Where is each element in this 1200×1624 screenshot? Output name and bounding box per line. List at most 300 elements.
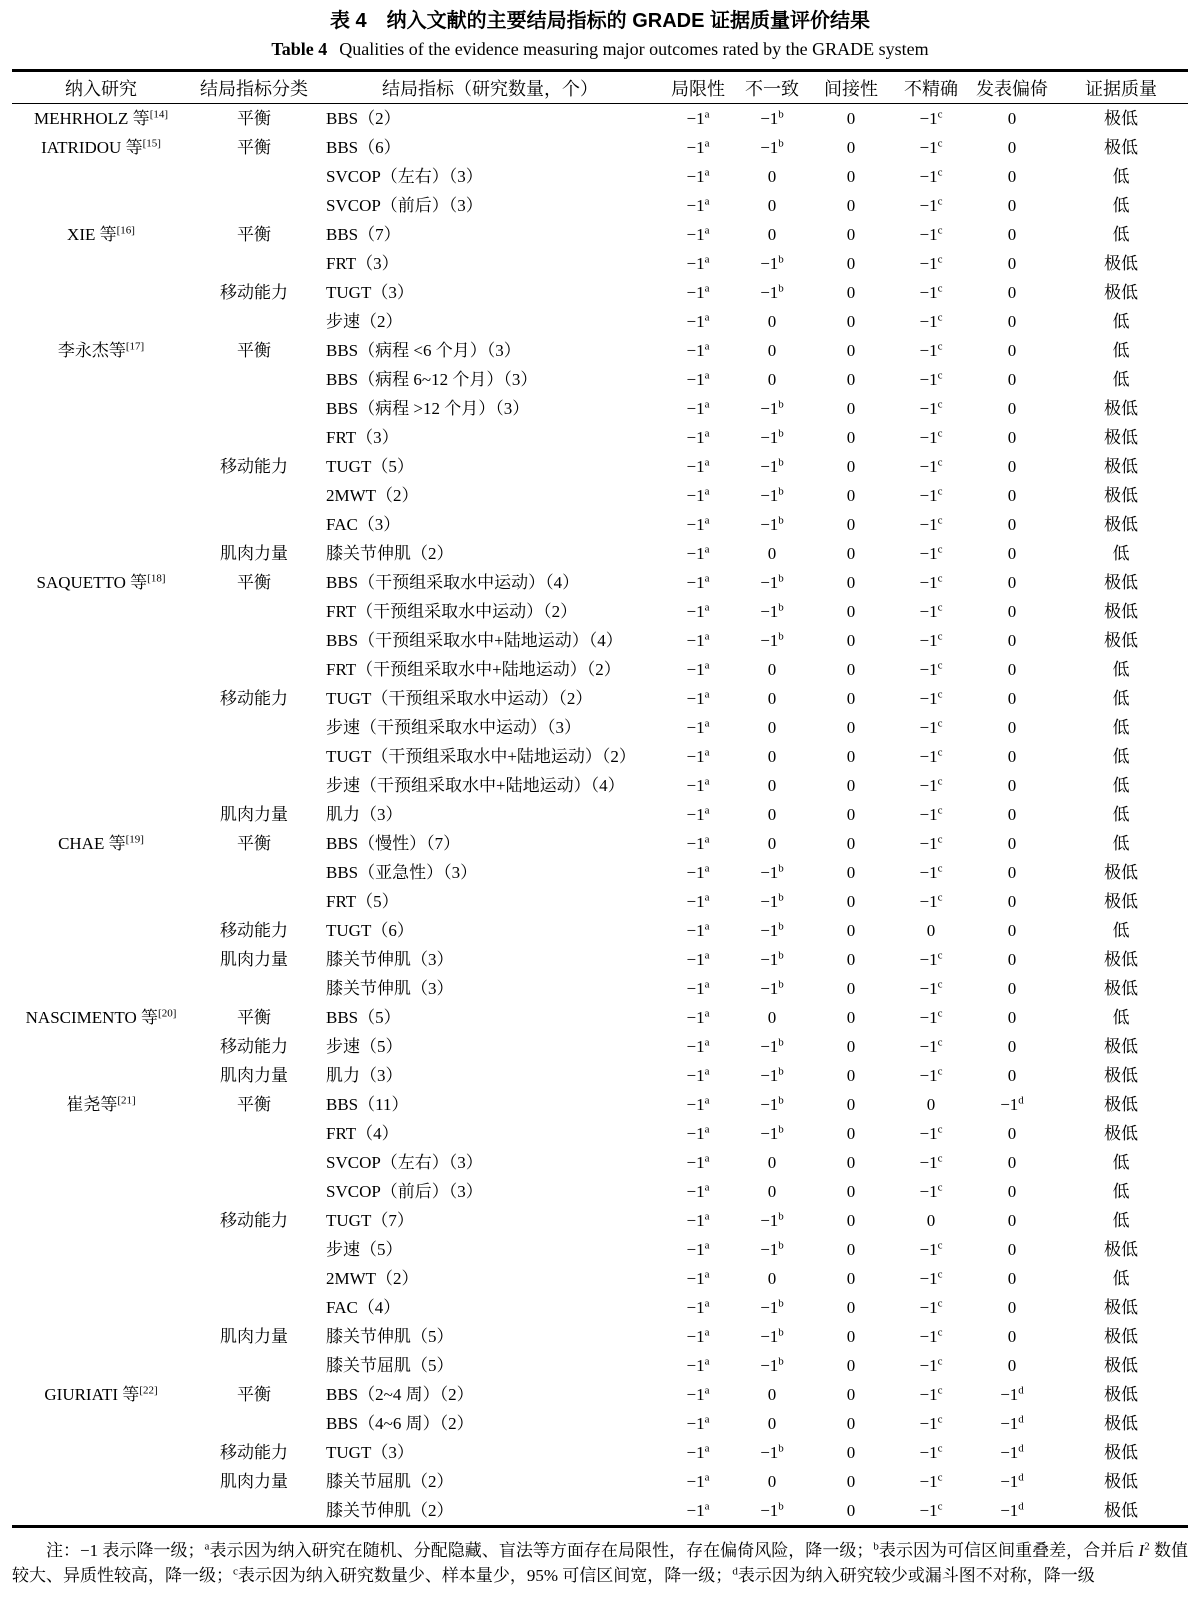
evidence-quality-cell: 低 [1112,1153,1130,1172]
rating-footnote-marker: b [778,282,784,295]
study-cell [12,945,190,974]
table-row [12,278,1188,307]
col-header-imprecision: 不精确 [892,71,970,104]
rating-footnote-marker: b [778,137,784,150]
imprecision-cell: $-1^c$ [919,1384,943,1404]
outcome-category-cell [190,510,318,539]
inconsistency-cell: $-1^b$ [760,891,784,911]
rating-footnote-marker: a [704,688,710,701]
study-cell [12,597,190,626]
inconsistency-cell: 0 [767,370,777,389]
imprecision-cell: $-1^c$ [919,485,943,505]
imprecision-cell: $-1^c$ [919,1297,943,1317]
outcome-indicator-cell: FAC（4） [326,1298,401,1317]
study-cell [12,1061,190,1090]
rating-footnote-marker: a [704,166,710,179]
indirectness-cell: 0 [846,1327,856,1346]
indirectness-cell: 0 [846,573,856,592]
outcome-indicator-cell: 肌力（3） [326,805,403,824]
imprecision-cell: $-1^c$ [919,282,943,302]
outcome-indicator-cell: 膝关节伸肌（5） [326,1327,454,1346]
outcome-indicator-cell: BBS（病程 >12 个月）（3） [326,399,530,418]
rating-footnote-marker: c [937,1036,943,1049]
outcome-category-cell [190,191,318,220]
study-cell [12,1148,190,1177]
indirectness-cell: 0 [846,689,856,708]
evidence-quality-cell: 极低 [1104,1356,1138,1375]
rating-footnote-marker: a [704,369,710,382]
limitations-cell: $-1^a$ [686,1384,710,1404]
publication-bias-cell: 0 [1007,660,1017,679]
evidence-quality-cell: 极低 [1104,950,1138,969]
table-row [12,1003,1188,1032]
imprecision-cell: $-1^c$ [919,456,943,476]
rating-footnote-marker: a [704,1326,710,1339]
study-reference-number: [14] [149,108,169,121]
limitations-cell: $-1^a$ [686,1181,710,1201]
outcome-category-cell [190,1177,318,1206]
study-cell [12,394,190,423]
indirectness-cell: 0 [846,399,856,418]
outcome-category-cell: 移动能力 [220,283,288,302]
rating-footnote-marker: c [937,717,943,730]
rating-footnote-marker: c [937,601,943,614]
indirectness-cell: 0 [846,892,856,911]
rating-footnote-marker: a [704,1036,710,1049]
limitations-cell: $-1^a$ [686,427,710,447]
indirectness-cell: 0 [846,1298,856,1317]
rating-footnote-marker: c [937,253,943,266]
table-row [12,974,1188,1003]
col-header-evidence-quality: 证据质量 [1054,71,1188,104]
outcome-indicator-cell: TUGT（干预组采取水中+陆地运动）（2） [326,747,636,766]
rating-footnote-marker: c [937,1500,943,1513]
limitations-cell: $-1^a$ [686,659,710,679]
inconsistency-cell: 0 [767,312,777,331]
table-row [12,1148,1188,1177]
rating-footnote-marker: c [937,630,943,643]
outcome-indicator-cell: BBS（亚急性）（3） [326,863,478,882]
study-cell [12,742,190,771]
limitations-cell: $-1^a$ [686,1152,710,1172]
imprecision-cell: $-1^c$ [919,717,943,737]
inconsistency-cell: 0 [767,1153,777,1172]
outcome-indicator-cell: 肌力（3） [326,1066,403,1085]
note-footnote-marker: b [873,1540,879,1553]
publication-bias-cell: 0 [1007,805,1017,824]
imprecision-cell: $-1^c$ [919,1326,943,1346]
table-row [12,249,1188,278]
inconsistency-cell: 0 [767,196,777,215]
col-header-included-study: 纳入研究 [12,71,190,104]
evidence-quality-cell: 极低 [1104,399,1138,418]
imprecision-cell: 0 [926,1211,936,1230]
rating-footnote-marker: c [937,804,943,817]
rating-footnote-marker: a [704,775,710,788]
inconsistency-cell: $-1^b$ [760,398,784,418]
publication-bias-cell: 0 [1007,950,1017,969]
evidence-quality-cell: 低 [1112,544,1130,563]
study-cell [12,191,190,220]
rating-footnote-marker: c [937,1239,943,1252]
imprecision-cell: $-1^c$ [919,108,943,128]
outcome-indicator-cell: TUGT（3） [326,1443,414,1462]
inconsistency-cell: 0 [767,544,777,563]
imprecision-cell: $-1^c$ [919,688,943,708]
limitations-cell: $-1^a$ [686,485,710,505]
outcome-category-cell: 移动能力 [220,457,288,476]
table-row [12,1293,1188,1322]
outcome-category-cell [190,162,318,191]
inconsistency-cell: 0 [767,341,777,360]
publication-bias-cell: 0 [1007,1066,1017,1085]
col-header-limitations: 局限性 [662,71,734,104]
table-row [12,858,1188,887]
table-row [12,1177,1188,1206]
inconsistency-cell: 0 [767,225,777,244]
evidence-quality-cell: 低 [1112,167,1130,186]
outcome-indicator-cell: 膝关节伸肌（3） [326,950,454,969]
limitations-cell: $-1^a$ [686,862,710,882]
study-reference-number: [21] [117,1094,136,1107]
publication-bias-cell: 0 [1007,602,1017,621]
limitations-cell: $-1^a$ [686,1036,710,1056]
outcome-indicator-cell: 步速（5） [326,1240,403,1259]
rating-footnote-marker: b [778,949,784,962]
evidence-quality-cell: 极低 [1104,1327,1138,1346]
study-cell [12,307,190,336]
table-body [12,104,1188,1527]
limitations-cell: $-1^a$ [686,920,710,940]
publication-bias-cell: 0 [1007,631,1017,650]
publication-bias-cell: 0 [1007,138,1017,157]
outcome-indicator-cell: 2MWT（2） [326,486,419,505]
outcome-category-cell: 移动能力 [220,1037,288,1056]
imprecision-cell: $-1^c$ [919,601,943,621]
evidence-quality-cell: 低 [1112,312,1130,331]
inconsistency-cell: 0 [767,1008,777,1027]
indirectness-cell: 0 [846,515,856,534]
evidence-quality-cell: 极低 [1104,1124,1138,1143]
inconsistency-cell: $-1^b$ [760,282,784,302]
outcome-indicator-cell: TUGT（5） [326,457,414,476]
indirectness-cell: 0 [846,486,856,505]
inconsistency-cell: $-1^b$ [760,1239,784,1259]
rating-footnote-marker: c [937,1384,943,1397]
publication-bias-cell: 0 [1007,979,1017,998]
limitations-cell: $-1^a$ [686,949,710,969]
evidence-quality-cell: 极低 [1104,109,1138,128]
rating-footnote-marker: c [937,340,943,353]
limitations-cell: $-1^a$ [686,1268,710,1288]
publication-bias-cell: 0 [1007,1008,1017,1027]
imprecision-cell: $-1^c$ [919,253,943,273]
rating-footnote-marker: c [937,108,943,121]
outcome-category-cell [190,974,318,1003]
inconsistency-cell: $-1^b$ [760,137,784,157]
rating-footnote-marker: d [1018,1442,1024,1455]
evidence-quality-cell: 低 [1112,689,1130,708]
rating-footnote-marker: a [704,340,710,353]
outcome-category-cell: 平衡 [237,1385,271,1404]
study-cell [12,1177,190,1206]
imprecision-cell: $-1^c$ [919,1413,943,1433]
inconsistency-cell: $-1^b$ [760,1210,784,1230]
inconsistency-cell: $-1^b$ [760,862,784,882]
rating-footnote-marker: c [937,862,943,875]
evidence-quality-cell: 极低 [1104,602,1138,621]
outcome-indicator-cell: TUGT（6） [326,921,414,940]
evidence-quality-cell: 低 [1112,921,1130,940]
publication-bias-cell: 0 [1007,225,1017,244]
indirectness-cell: 0 [846,718,856,737]
study-cell [12,713,190,742]
limitations-cell: $-1^a$ [686,601,710,621]
table-row [12,1264,1188,1293]
outcome-indicator-cell: BBS（7） [326,225,401,244]
indirectness-cell: 0 [846,950,856,969]
rating-footnote-marker: a [704,949,710,962]
study-cell [12,1322,190,1351]
study-cell [12,162,190,191]
outcome-category-cell: 肌肉力量 [220,950,288,969]
rating-footnote-marker: b [778,1123,784,1136]
rating-footnote-marker: c [937,1471,943,1484]
study-cell [12,916,190,945]
study-cell [12,1206,190,1235]
limitations-cell: $-1^a$ [686,1065,710,1085]
outcome-category-cell: 移动能力 [220,921,288,940]
publication-bias-cell: 0 [1007,341,1017,360]
note-footnote-marker: d [732,1564,738,1577]
rating-footnote-marker: b [778,572,784,585]
limitations-cell: $-1^a$ [686,1326,710,1346]
rating-footnote-marker: c [937,1355,943,1368]
indirectness-cell: 0 [846,1008,856,1027]
rating-footnote-marker: c [937,833,943,846]
rating-footnote-marker: a [704,1413,710,1426]
table-row [12,626,1188,655]
indirectness-cell: 0 [846,921,856,940]
evidence-quality-cell: 极低 [1104,1298,1138,1317]
inconsistency-cell: $-1^b$ [760,949,784,969]
inconsistency-cell: $-1^b$ [760,1297,784,1317]
indirectness-cell: 0 [846,1124,856,1143]
study-cell: SAQUETTO 等[18] [36,572,166,592]
rating-footnote-marker: a [704,891,710,904]
publication-bias-cell: 0 [1007,457,1017,476]
inconsistency-cell: 0 [767,1182,777,1201]
outcome-indicator-cell: BBS（6） [326,138,401,157]
rating-footnote-marker: c [937,485,943,498]
limitations-cell: $-1^a$ [686,833,710,853]
rating-footnote-marker: a [704,398,710,411]
rating-footnote-marker: b [778,1210,784,1223]
limitations-cell: $-1^a$ [686,891,710,911]
table-row [12,336,1188,365]
rating-footnote-marker: c [937,1152,943,1165]
outcome-category-cell: 肌肉力量 [220,544,288,563]
study-cell [12,1119,190,1148]
table-row [12,597,1188,626]
outcome-category-cell: 平衡 [237,341,271,360]
rating-footnote-marker: c [937,1326,943,1339]
outcome-category-cell [190,1496,318,1527]
table-row [12,1467,1188,1496]
study-cell: NASCIMENTO 等[20] [25,1007,177,1027]
rating-footnote-marker: a [704,543,710,556]
rating-footnote-marker: b [778,253,784,266]
evidence-quality-cell: 低 [1112,1269,1130,1288]
limitations-cell: $-1^a$ [686,746,710,766]
publication-bias-cell: 0 [1007,1356,1017,1375]
evidence-quality-cell: 低 [1112,747,1130,766]
table-label-en: Table 4 [271,39,328,59]
study-cell: MEHRHOLZ 等[14] [33,108,169,128]
indirectness-cell: 0 [846,1269,856,1288]
grade-evidence-table [12,69,1188,1528]
rating-footnote-marker: c [937,398,943,411]
publication-bias-cell: 0 [1007,892,1017,911]
publication-bias-cell: $-1^d$ [1000,1094,1024,1114]
limitations-cell: $-1^a$ [686,1500,710,1520]
inconsistency-cell: 0 [767,776,777,795]
table-header [12,71,1188,104]
table-row [12,423,1188,452]
outcome-indicator-cell: 步速（5） [326,1037,403,1056]
indirectness-cell: 0 [846,747,856,766]
imprecision-cell: $-1^c$ [919,804,943,824]
inconsistency-cell: $-1^b$ [760,1442,784,1462]
outcome-category-cell [190,626,318,655]
rating-footnote-marker: a [704,282,710,295]
outcome-indicator-cell: TUGT（3） [326,283,414,302]
indirectness-cell: 0 [846,1240,856,1259]
indirectness-cell: 0 [846,167,856,186]
rating-footnote-marker: c [937,456,943,469]
inconsistency-cell: 0 [767,805,777,824]
rating-footnote-marker: d [1018,1500,1024,1513]
rating-footnote-marker: c [937,195,943,208]
publication-bias-cell: 0 [1007,1269,1017,1288]
table-row [12,191,1188,220]
indirectness-cell: 0 [846,341,856,360]
table-row [12,945,1188,974]
evidence-quality-cell: 极低 [1104,1472,1138,1491]
rating-footnote-marker: b [778,920,784,933]
outcome-category-cell [190,858,318,887]
outcome-category-cell [190,1264,318,1293]
inconsistency-cell: 0 [767,718,777,737]
rating-footnote-marker: a [704,804,710,817]
study-reference-number: [15] [142,137,161,150]
rating-footnote-marker: b [778,1355,784,1368]
limitations-cell: $-1^a$ [686,1297,710,1317]
imprecision-cell: $-1^c$ [919,1239,943,1259]
outcome-indicator-cell: 膝关节屈肌（2） [326,1472,454,1491]
outcome-indicator-cell: FAC（3） [326,515,401,534]
publication-bias-cell: 0 [1007,747,1017,766]
inconsistency-cell: $-1^b$ [760,630,784,650]
publication-bias-cell: 0 [1007,921,1017,940]
inconsistency-cell: 0 [767,1385,777,1404]
evidence-quality-cell: 极低 [1104,573,1138,592]
limitations-cell: $-1^a$ [686,775,710,795]
study-cell [12,1293,190,1322]
outcome-category-cell [190,307,318,336]
limitations-cell: $-1^a$ [686,1355,710,1375]
limitations-cell: $-1^a$ [686,311,710,331]
study-cell: IATRIDOU 等[15] [41,137,161,157]
outcome-indicator-cell: 步速（干预组采取水中+陆地运动）（4） [326,776,625,795]
rating-footnote-marker: b [778,514,784,527]
indirectness-cell: 0 [846,1153,856,1172]
note-footnote-marker: 2 [1144,1540,1150,1553]
table-row [12,1409,1188,1438]
rating-footnote-marker: c [937,688,943,701]
outcome-indicator-cell: BBS（病程 6~12 个月）（3） [326,370,538,389]
rating-footnote-marker: c [937,978,943,991]
inconsistency-cell: $-1^b$ [760,456,784,476]
indirectness-cell: 0 [846,370,856,389]
imprecision-cell: $-1^c$ [919,369,943,389]
outcome-indicator-cell: FRT（3） [326,428,399,447]
indirectness-cell: 0 [846,834,856,853]
limitations-cell: $-1^a$ [686,1007,710,1027]
study-cell: CHAE 等[19] [58,833,144,853]
evidence-quality-cell: 极低 [1104,1385,1138,1404]
imprecision-cell: $-1^c$ [919,1471,943,1491]
study-cell [12,684,190,713]
outcome-indicator-cell: 膝关节伸肌（2） [326,544,454,563]
outcome-category-cell: 肌肉力量 [220,805,288,824]
outcome-category-cell [190,771,318,800]
publication-bias-cell: 0 [1007,718,1017,737]
table-row [12,684,1188,713]
imprecision-cell: $-1^c$ [919,311,943,331]
study-cell [12,974,190,1003]
rating-footnote-marker: a [704,833,710,846]
rating-footnote-marker: b [778,1094,784,1107]
publication-bias-cell: 0 [1007,486,1017,505]
study-reference-number: [19] [125,833,144,846]
evidence-quality-cell: 极低 [1104,283,1138,302]
study-cell [12,1409,190,1438]
limitations-cell: $-1^a$ [686,456,710,476]
table-row [12,481,1188,510]
rating-footnote-marker: a [704,1065,710,1078]
study-cell [12,771,190,800]
limitations-cell: $-1^a$ [686,340,710,360]
imprecision-cell: $-1^c$ [919,166,943,186]
imprecision-cell: $-1^c$ [919,978,943,998]
imprecision-cell: $-1^c$ [919,1123,943,1143]
indirectness-cell: 0 [846,1037,856,1056]
rating-footnote-marker: b [778,1442,784,1455]
study-cell [12,249,190,278]
study-cell [12,626,190,655]
col-header-indirectness: 间接性 [810,71,892,104]
outcome-category-cell: 肌肉力量 [220,1327,288,1346]
imprecision-cell: $-1^c$ [919,746,943,766]
rating-footnote-marker: a [704,862,710,875]
rating-footnote-marker: c [937,746,943,759]
imprecision-cell: $-1^c$ [919,1355,943,1375]
publication-bias-cell: 0 [1007,109,1017,128]
table-row [12,713,1188,742]
outcome-category-cell [190,713,318,742]
outcome-indicator-cell: TUGT（7） [326,1211,414,1230]
